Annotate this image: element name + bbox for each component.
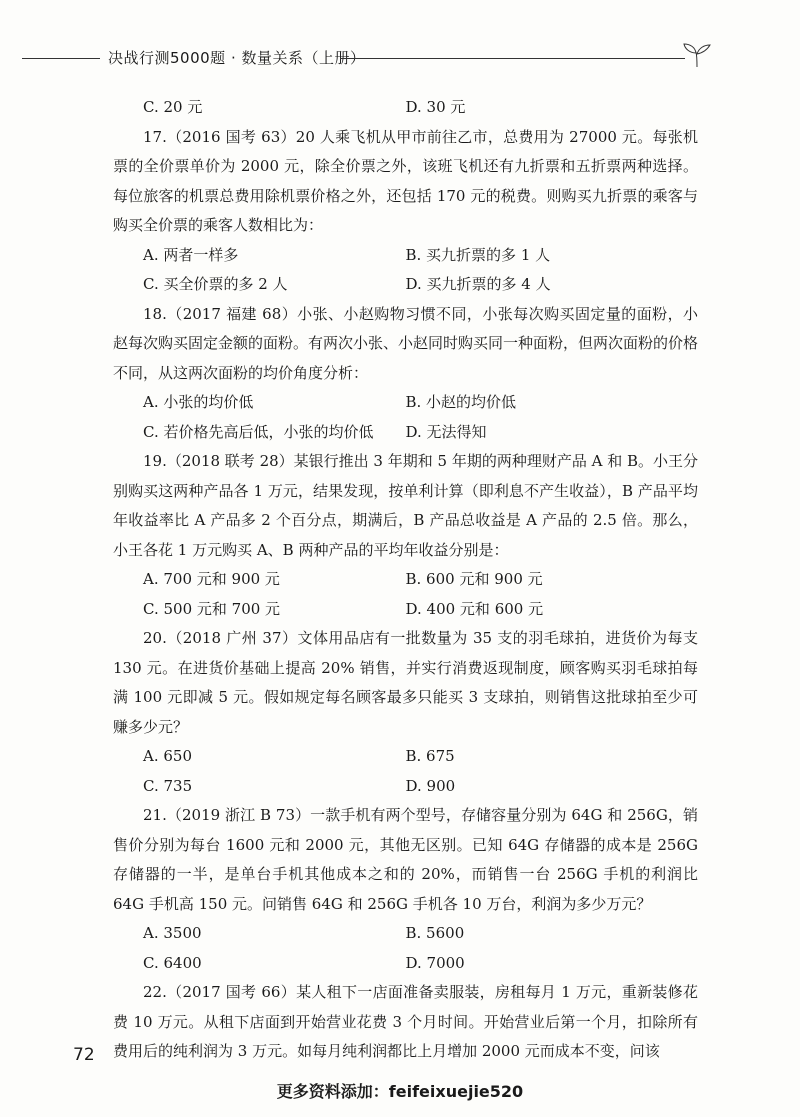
footer-note: 更多资料添加：feifeixuejie520: [276, 1082, 524, 1101]
option: C. 买全价票的多 2 人: [143, 275, 288, 293]
option: B. 675: [405, 747, 455, 765]
options: [113, 388, 698, 447]
option: A. 两者一样多: [143, 245, 239, 264]
question-block: [113, 801, 698, 978]
options: [113, 742, 698, 801]
option: C. 若价格先高后低，小张的均价低: [143, 422, 374, 441]
option: D. 30 元: [405, 98, 466, 116]
page-content: [113, 93, 698, 1067]
option: D. 7000: [405, 953, 465, 972]
question-text: 20.（2018 广州 37）文体用品店有一批数量为 35 支的羽毛球拍，进货价为每支 130 元。在进货价基础上提高 20% 销售，并实行消费返现制度，顾客购买羽毛球拍每满 100 元即减 5 元。假如规定每名顾客最多只能买 3 支球拍，则销售这批球拍至少可赚多少元？: [113, 629, 698, 736]
option: C. 6400: [143, 953, 202, 972]
question-block: [113, 978, 698, 1067]
running-header: [0, 46, 800, 70]
option: C. 20 元: [143, 98, 203, 116]
option: B. 5600: [405, 924, 465, 942]
page-number: 72: [73, 1045, 95, 1065]
question-block: [113, 447, 698, 624]
option: A. 650: [143, 747, 192, 765]
question-block: [113, 624, 698, 801]
options: [113, 241, 698, 300]
question-list: [113, 123, 698, 1067]
options: [113, 565, 698, 624]
option: B. 小赵的均价低: [405, 393, 517, 411]
option: D. 无法得知: [405, 422, 487, 441]
option: A. 700 元和 900 元: [143, 570, 280, 588]
question-text: 21.（2019 浙江 B 73）一款手机有两个型号，存储容量分别为 64G 和 256G，销售价分别为每台 1600 元和 2000 元，其他无区别。已知 64G 存储器的成本是 256G 存储器的一半，是单台手机其他成本之和的 20%，而销售一台 256G 手机的利润比 64G 手机高 150 元。问销售 64G 和 256G 手机各 10 万台，利润为多少万元？: [113, 806, 698, 913]
prev-options: [113, 93, 698, 123]
option: A. 小张的均价低: [143, 393, 254, 411]
option: D. 900: [405, 776, 456, 795]
sprout-leaf-icon: [682, 42, 712, 68]
option: C. 735: [143, 776, 193, 795]
option: D. 400 元和 600 元: [405, 599, 544, 618]
question-block: [113, 123, 698, 300]
question-block: [113, 300, 698, 448]
question-text: 17.（2016 国考 63）20 人乘飞机从甲市前往乙市，总费用为 27000 元。每张机票的全价票单价为 2000 元，除全价票之外，该班飞机还有九折票和五折票两种选择。每位旅客的机票总费用除机票价格之外，还包括 170 元的税费。则购买九折票的乘客与购买全价票的乘客人数相比为：: [113, 127, 698, 234]
question-text: 19.（2018 联考 28）某银行推出 3 年期和 5 年期的两种理财产品 A 和 B。小王分别购买这两种产品各 1 万元，结果发现，按单利计算（即利息不产生收益），B 产品平均年收益率比 A 产品多 2 个百分点，期满后，B 产品总收益是 A 产品的 2.5 倍。那么，小王各花 1 万元购买 A、B 两种产品的平均年收益分别是：: [113, 452, 698, 559]
header-rule-right: [340, 58, 685, 59]
header-rule-left: [22, 58, 100, 59]
option: D. 买九折票的多 4 人: [405, 275, 551, 293]
question-text: 18.（2017 福建 68）小张、小赵购物习惯不同，小张每次购买固定量的面粉，小赵每次购买固定金额的面粉。有两次小张、小赵同时购买同一种面粉，但两次面粉的价格不同，从这两次面粉的均价角度分析：: [113, 304, 699, 382]
question-text: 22.（2017 国考 66）某人租下一店面准备卖服装，房租每月 1 万元，重新装修花费 10 万元。从租下店面到开始营业花费 3 个月时间。开始营业后第一个月，扣除所有费用后的纯利润为 3 万元。如每月纯利润都比上月增加 2000 元而成本不变，问该: [113, 983, 698, 1060]
option: B. 600 元和 900 元: [405, 570, 543, 588]
option: A. 3500: [143, 924, 202, 942]
option: B. 买九折票的多 1 人: [405, 245, 551, 264]
option: C. 500 元和 700 元: [143, 599, 281, 618]
options: [113, 919, 698, 978]
header-title: 决战行测5000题 · 数量关系（上册）: [108, 49, 366, 67]
